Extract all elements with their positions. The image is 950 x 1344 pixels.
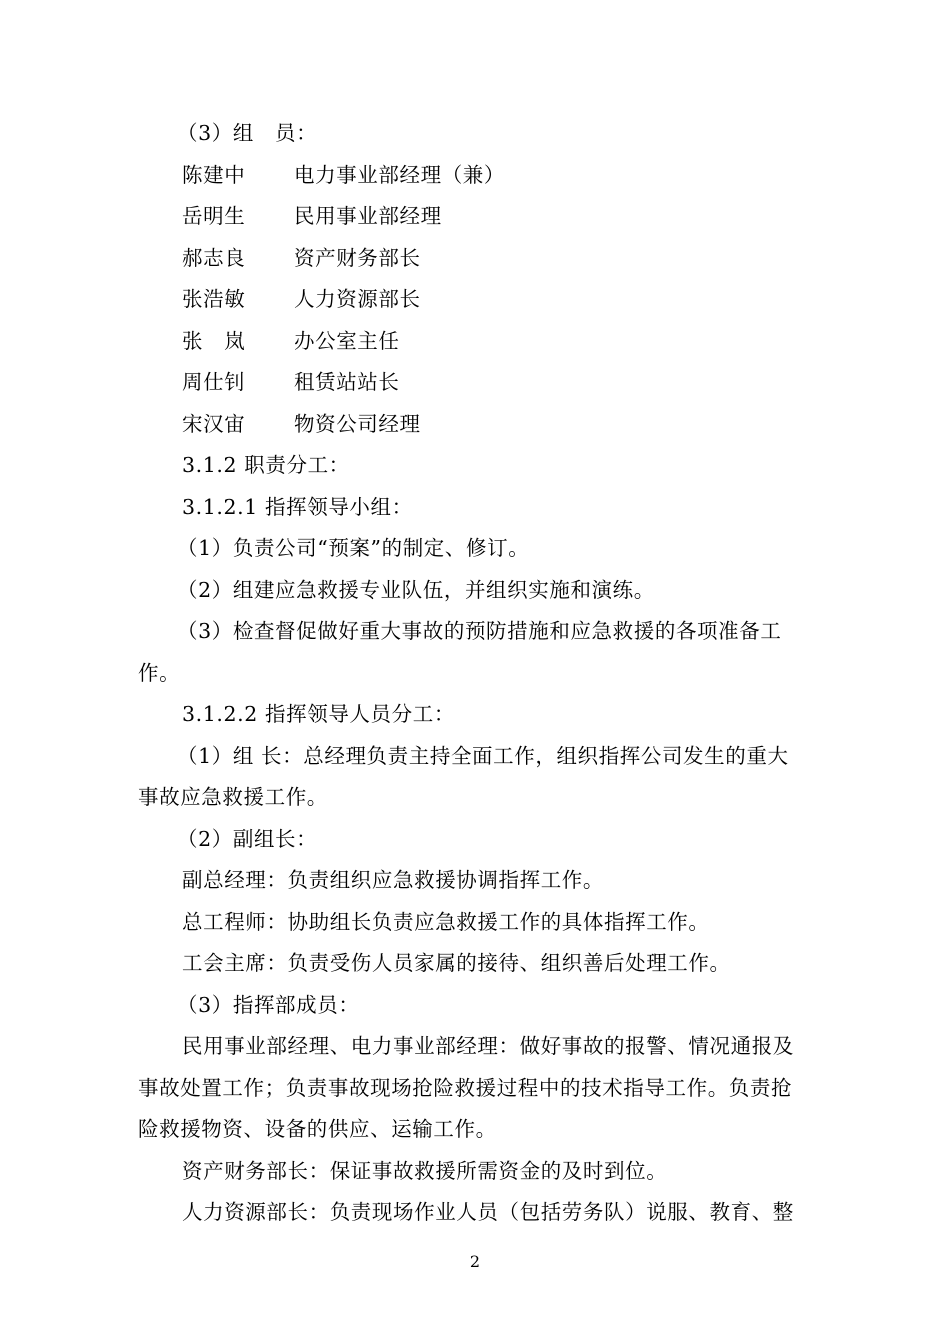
union-chair-paragraph: 工会主席：负责受伤人员家属的接待、组织善后处理工作。: [182, 951, 731, 975]
member-row: [138, 155, 828, 197]
member-row: [138, 238, 828, 280]
members-heading: （3）组 员：: [177, 121, 318, 145]
page-number: 2: [469, 1252, 481, 1271]
hq-members-heading: （3）指挥部成员：: [177, 992, 360, 1017]
duty-item-3: （3）检查督促做好重大事故的预防措施和应急救援的各项准备工: [177, 619, 782, 643]
member-row: [138, 196, 828, 238]
member-role: 租赁站站长: [294, 370, 400, 394]
duty-item-3-continued: 作。: [138, 660, 181, 685]
member-role: 物资公司经理: [294, 411, 421, 436]
hr-paragraph: 人力资源部长：负责现场作业人员（包括劳务队）说服、教育、整: [182, 1200, 794, 1224]
member-name: 张浩敏: [182, 287, 246, 311]
deputy-gm-paragraph: 副总经理：负责组织应急救援协调指挥工作。: [182, 868, 604, 892]
business-manager-paragraph-line3: 险救援物资、设备的供应、运输工作。: [138, 1117, 497, 1141]
member-role: 资产财务部长: [294, 245, 421, 270]
section-heading-3-1-2: 3.1.2 职责分工：: [182, 453, 350, 477]
member-row: [138, 404, 828, 446]
member-name: 周仕钊: [182, 370, 246, 394]
business-manager-paragraph-line2: 事故处置工作；负责事故现场抢险救援过程中的技术指导工作。负责抢: [138, 1075, 793, 1100]
member-name: 宋汉宙: [182, 411, 246, 436]
member-row: [138, 321, 828, 363]
member-row: [138, 362, 828, 404]
leader-paragraph-continued: 事故应急救援工作。: [138, 785, 328, 809]
duty-item-2: （2）组建应急救援专业队伍，并组织实施和演练。: [177, 577, 655, 602]
member-role: 民用事业部经理: [294, 204, 442, 228]
section-heading-3-1-2-1: 3.1.2.1 指挥领导小组：: [182, 494, 413, 519]
member-name: 张 岚: [182, 328, 246, 353]
business-manager-paragraph: 民用事业部经理、电力事业部经理：做好事故的报警、情况通报及: [182, 1034, 794, 1058]
member-role: 人力资源部长: [294, 287, 421, 311]
member-role: 办公室主任: [294, 328, 400, 353]
duty-item-1: （1）负责公司“预案”的制定、修订。: [177, 536, 530, 560]
member-name: 郝志良: [182, 245, 246, 270]
member-row: [138, 279, 828, 321]
leader-paragraph: （1）组 长：总经理负责主持全面工作，组织指挥公司发生的重大: [177, 743, 789, 768]
body-text: [138, 113, 828, 1234]
member-role: 电力事业部经理（兼）: [294, 162, 505, 187]
member-name: 陈建中: [182, 162, 246, 187]
member-name: 岳明生: [182, 204, 246, 228]
finance-paragraph: 资产财务部长：保证事故救援所需资金的及时到位。: [182, 1158, 668, 1183]
chief-engineer-paragraph: 总工程师：协助组长负责应急救援工作的具体指挥工作。: [182, 909, 710, 934]
section-heading-3-1-2-2: 3.1.2.2 指挥领导人员分工：: [182, 702, 455, 726]
deputy-heading: （2）副组长：: [177, 826, 318, 851]
